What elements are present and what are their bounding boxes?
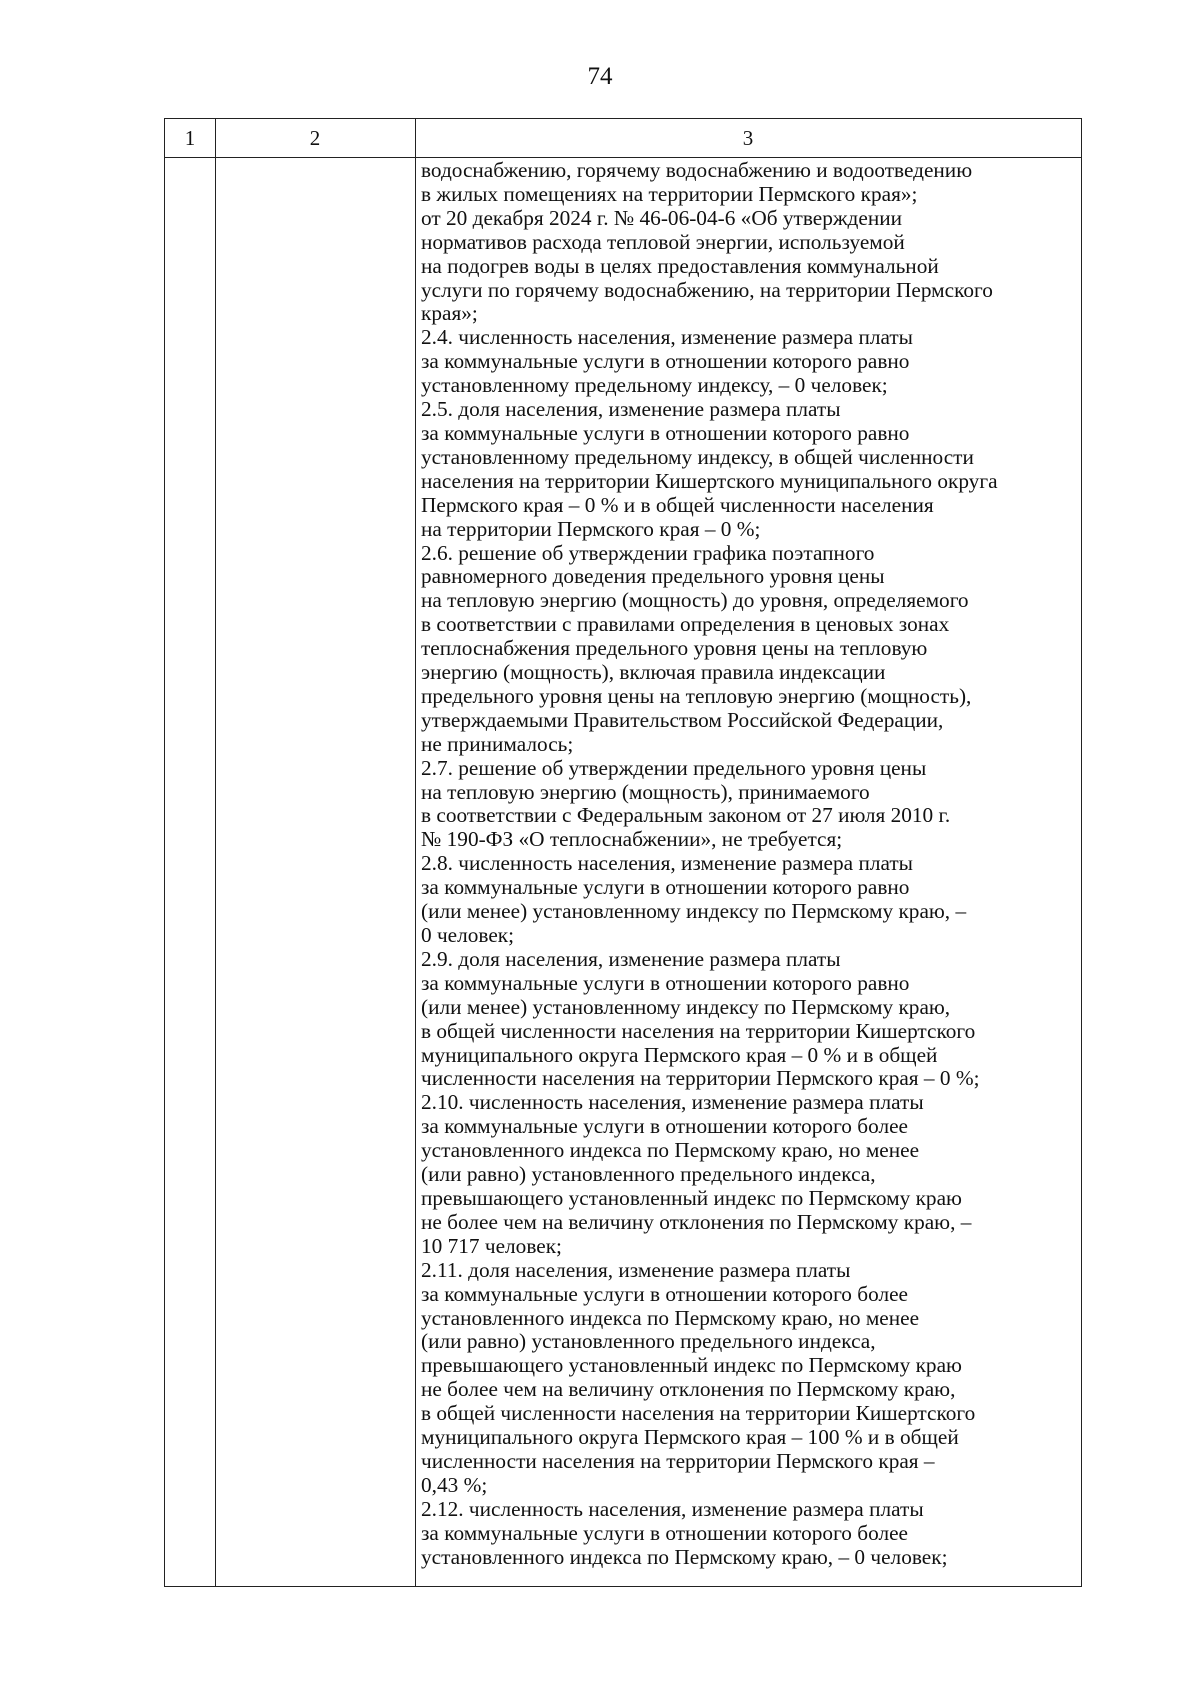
text-line: установленного индекса по Пермскому краю, но менее [421, 1305, 920, 1330]
text-line: № 190-ФЗ «О теплоснабжении», не требуется; [421, 827, 843, 852]
text-line: муниципального округа Пермского края – 100 % и в общей [421, 1425, 959, 1450]
text-line: за коммунальные услуги в отношении которого равно [421, 420, 910, 445]
text-line: от 20 декабря 2024 г. № 46-06-04-6 «Об утверждении [421, 205, 903, 230]
text-line: водоснабжению, горячему водоснабжению и водоотведению [421, 158, 973, 182]
text-line: не принималось; [421, 731, 574, 756]
column-divider-1 [215, 119, 216, 1586]
text-line: 2.10. численность населения, изменение размера платы [421, 1090, 924, 1115]
text-line: 10 717 человек; [421, 1233, 562, 1258]
text-line: в общей численности населения на территории Кишертского [421, 1401, 976, 1426]
text-line: 2.7. решение об утверждении предельного уровня цены [421, 755, 927, 780]
text-line: не более чем на величину отклонения по Пермскому краю, [421, 1377, 956, 1402]
text-line: нормативов расхода тепловой энергии, используемой [421, 229, 905, 254]
text-line: 2.8. численность населения, изменение размера платы [421, 851, 913, 876]
text-line: (или менее) установленному индексу по Пермскому краю, [421, 994, 951, 1019]
text-line: установленного индекса по Пермскому краю, – 0 человек; [421, 1544, 948, 1569]
text-line: превышающего установленный индекс по Пермскому краю [421, 1185, 962, 1210]
column-3-text [421, 159, 1083, 1569]
text-line: за коммунальные услуги в отношении которого равно [421, 970, 910, 995]
text-line: численности населения на территории Пермского края – 0 %; [421, 1066, 980, 1091]
text-line: услуги по горячему водоснабжению, на территории Пермского [421, 277, 993, 302]
text-line: 2.5. доля населения, изменение размера платы [421, 397, 841, 422]
text-line: в соответствии с правилами определения в ценовых зонах [421, 612, 950, 637]
text-line: в соответствии с Федеральным законом от 27 июля 2010 г. [421, 803, 951, 828]
text-line: превышающего установленный индекс по Пермскому краю [421, 1353, 962, 1378]
text-line: 0,43 %; [421, 1472, 488, 1497]
header-cell-3: 3 [742, 126, 754, 150]
header-cell-2: 2 [309, 126, 321, 150]
text-line: в жилых помещениях на территории Пермского края»; [421, 181, 918, 206]
text-line: за коммунальные услуги в отношении которого более [421, 1520, 908, 1545]
text-line: за коммунальные услуги в отношении которого более [421, 1281, 908, 1306]
document-table [164, 118, 1082, 1587]
text-line: за коммунальные услуги в отношении которого равно [421, 875, 910, 900]
text-line: предельного уровня цены на тепловую энергию (мощность), [421, 683, 972, 708]
text-line: теплоснабжения предельного уровня цены на тепловую [421, 636, 928, 661]
text-line: численности населения на территории Пермского края – [421, 1448, 935, 1473]
text-line: энергию (мощность), включая правила индексации [421, 660, 886, 685]
text-line: за коммунальные услуги в отношении которого более [421, 1114, 908, 1139]
text-line: установленному предельному индексу, – 0 человек; [421, 373, 888, 398]
page-number: 74 [587, 63, 613, 90]
text-line: не более чем на величину отклонения по Пермскому краю, – [421, 1209, 972, 1234]
text-line: Пермского края – 0 % и в общей численности населения [421, 492, 934, 517]
text-line: 2.4. численность населения, изменение размера платы [421, 325, 913, 350]
text-line: (или равно) установленного предельного индекса, [421, 1162, 876, 1187]
text-line: муниципального округа Пермского края – 0 % и в общей [421, 1042, 938, 1067]
text-line: населения на территории Кишертского муниципального округа [421, 468, 998, 493]
text-line: на тепловую энергию (мощность) до уровня, определяемого [421, 588, 969, 613]
text-line: установленному предельному индексу, в общей численности [421, 444, 974, 469]
text-line: 0 человек; [421, 923, 515, 947]
text-line: на тепловую энергию (мощность), принимаемого [421, 779, 870, 804]
text-line: в общей численности населения на территории Кишертского [421, 1018, 976, 1043]
text-line: на территории Пермского края – 0 %; [421, 516, 761, 541]
text-line: 2.11. доля населения, изменение размера платы [421, 1257, 851, 1282]
text-line: 2.12. численность населения, изменение размера платы [421, 1496, 924, 1521]
text-line: утверждаемыми Правительством Российской Федерации, [421, 707, 944, 732]
text-line: установленного индекса по Пермскому краю, но менее [421, 1138, 920, 1163]
text-line: (или менее) установленному индексу по Пермскому краю, – [421, 899, 967, 924]
text-line: края»; [421, 301, 478, 326]
column-divider-2 [415, 119, 416, 1586]
text-line: (или равно) установленного предельного индекса, [421, 1329, 876, 1354]
header-cell-1: 1 [184, 126, 196, 150]
text-line: за коммунальные услуги в отношении которого равно [421, 349, 910, 374]
text-line: равномерного доведения предельного уровня цены [421, 564, 885, 589]
text-line: 2.9. доля населения, изменение размера платы [421, 946, 841, 971]
text-line: на подогрев воды в целях предоставления коммунальной [421, 253, 939, 278]
text-line: 2.6. решение об утверждении графика поэтапного [421, 540, 875, 565]
